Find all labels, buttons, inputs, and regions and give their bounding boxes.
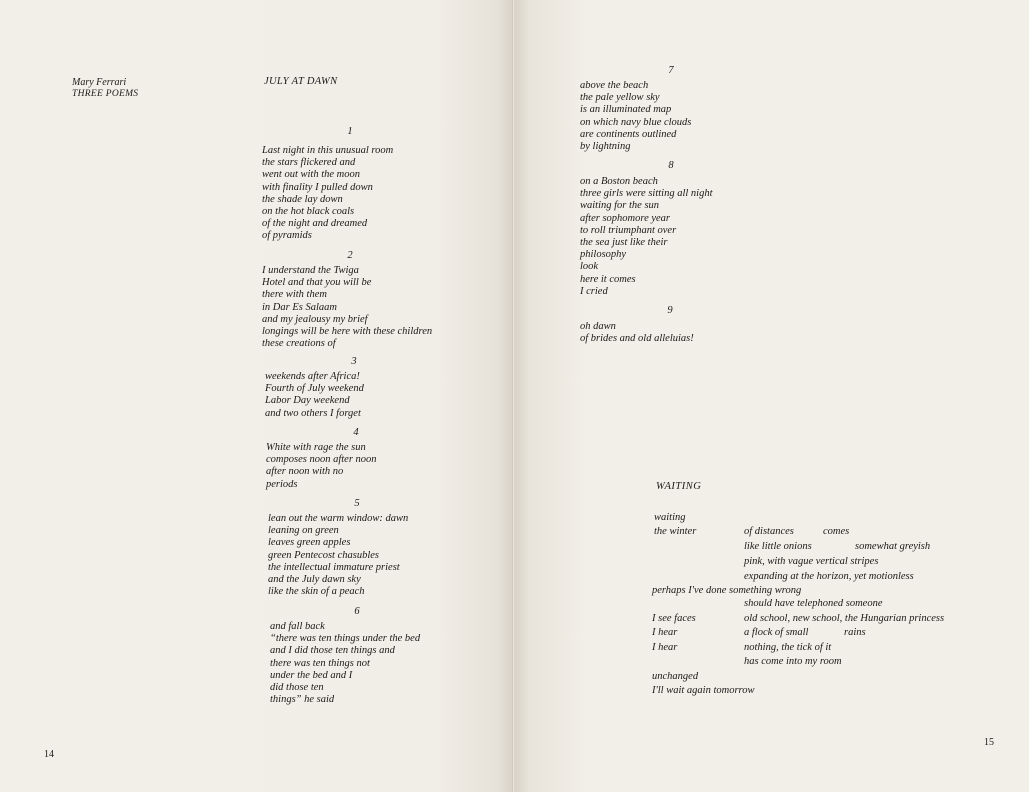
poem-line: and I did those ten things and [270, 645, 395, 657]
waiting-line: comes [823, 526, 850, 537]
waiting-line: waiting [654, 512, 686, 523]
poem-line: after noon with no [266, 466, 344, 478]
section-number: 8 [668, 160, 674, 171]
waiting-title: WAITING [656, 481, 702, 492]
poem-line: and two others I forget [265, 407, 361, 419]
waiting-line: the winter [654, 526, 697, 537]
section-number: 5 [354, 498, 360, 509]
poem-line: things” he said [270, 694, 335, 706]
poem-line: I cried [580, 285, 608, 297]
poem-line: on a Boston beach [580, 176, 658, 187]
poem-line: on the hot black coals [262, 206, 355, 218]
poem-line: green Pentecost chasubles [268, 549, 379, 561]
poem-stanza [580, 176, 713, 298]
poem-line: and the July dawn sky [268, 574, 361, 586]
poem-line: these creations of [262, 338, 336, 350]
poem-line: went out with the moon [262, 169, 360, 181]
poem-line: waiting for the sun [580, 200, 660, 212]
waiting-line: I see faces [652, 613, 696, 624]
poem-line: the shade lay down [262, 193, 343, 205]
waiting-line: nothing, the tick of it [744, 642, 832, 653]
waiting-line: pink, with vague vertical stripes [744, 556, 879, 567]
poem-stanza [262, 265, 432, 350]
poem-line: Fourth of July weekend [265, 383, 364, 395]
poem-line: Last night in this unusual room [262, 145, 394, 156]
section-number: 2 [347, 250, 353, 261]
poem-line: three girls were sitting all night [580, 188, 713, 200]
poem-line: of brides and old alleluias! [580, 333, 694, 345]
right-page [514, 0, 1029, 792]
poem-line: are continents outlined [580, 128, 677, 140]
waiting-line: of distances [744, 526, 794, 537]
collection-title: THREE POEMS [72, 89, 139, 99]
poem-line: “there was ten things under the bed [270, 633, 421, 645]
waiting-line: has come into my room [744, 656, 842, 667]
waiting-line: like little onions [744, 541, 812, 552]
section-number: 7 [668, 65, 674, 76]
poem-line: oh dawn [580, 321, 616, 332]
poem-line: composes noon after noon [266, 454, 377, 466]
poem-stanza [266, 442, 377, 491]
poem-line: Labor Day weekend [265, 395, 350, 407]
poem-line: and fall back [270, 621, 325, 632]
left-page [0, 0, 513, 792]
poem-line: by lightning [580, 141, 631, 153]
poem-line: and my jealousy my brief [262, 313, 368, 325]
waiting-line: I'll wait again tomorrow [652, 685, 755, 696]
poem-title: JULY AT DAWN [264, 76, 338, 87]
poem-stanza [262, 145, 393, 243]
poem-line: longings will be here with these children [262, 326, 433, 338]
poem-line: Hotel and that you will be [262, 277, 372, 289]
poem-line: on which navy blue clouds [580, 116, 692, 128]
waiting-line: perhaps I've done something wrong [652, 585, 802, 596]
poem-line: I understand the Twiga [262, 265, 359, 276]
poem-line: the pale yellow sky [580, 92, 660, 104]
waiting-line: should have telephoned someone [744, 598, 883, 609]
section-number: 3 [351, 356, 357, 367]
poem-line: the sea just like their [580, 237, 668, 249]
poem-line: of the night and dreamed [262, 218, 368, 230]
poem-line: the intellectual immature priest [268, 561, 400, 573]
author-name: Mary Ferrari [72, 77, 127, 88]
poem-line: to roll triumphant over [580, 224, 677, 236]
waiting-line: old school, new school, the Hungarian princess [744, 613, 945, 624]
poem-stanza [580, 321, 694, 345]
poem-line: White with rage the sun [266, 442, 366, 453]
poem-line: leaves green apples [268, 537, 351, 549]
poem-line: the stars flickered and [262, 157, 356, 169]
poem-line: in Dar Es Salaam [262, 301, 337, 313]
poem-line: leaning on green [268, 525, 339, 537]
waiting-line: I hear [652, 627, 678, 638]
poem-line: there was ten things not [270, 657, 370, 669]
poem-stanza [580, 80, 691, 153]
poem-line: is an illuminated map [580, 104, 672, 116]
waiting-line: a flock of small [744, 627, 809, 638]
section-number: 6 [354, 606, 360, 617]
waiting-line: expanding at the horizon, yet motionless [744, 571, 914, 582]
waiting-line: somewhat greyish [855, 541, 931, 552]
poem-line: under the bed and I [270, 669, 353, 681]
poem-line: after sophomore year [580, 212, 671, 224]
poem-line: weekends after Africa! [265, 371, 360, 382]
section-number: 4 [353, 427, 359, 438]
page-number: 14 [44, 749, 54, 760]
waiting-line: unchanged [652, 671, 699, 682]
poem-line: periods [266, 478, 298, 490]
poem-line: there with them [262, 289, 327, 301]
poem-line: like the skin of a peach [268, 586, 365, 598]
page-number: 15 [984, 737, 994, 748]
waiting-line: rains [844, 627, 866, 638]
section-number: 1 [347, 126, 353, 137]
section-number: 9 [667, 305, 673, 316]
poem-line: look [580, 261, 599, 273]
poem-line: philosophy [580, 249, 627, 261]
poem-line: here it comes [580, 273, 636, 285]
poem-stanza [265, 371, 364, 420]
poem-line: above the beach [580, 80, 649, 91]
waiting-line: I hear [652, 642, 678, 653]
poem-stanza [270, 621, 420, 706]
poem-line: lean out the warm window: dawn [268, 513, 409, 524]
poem-line: did those ten [270, 682, 324, 694]
poem-line: of pyramids [262, 230, 312, 242]
poem-line: with finality I pulled down [262, 181, 373, 193]
poem-stanza [268, 513, 408, 598]
